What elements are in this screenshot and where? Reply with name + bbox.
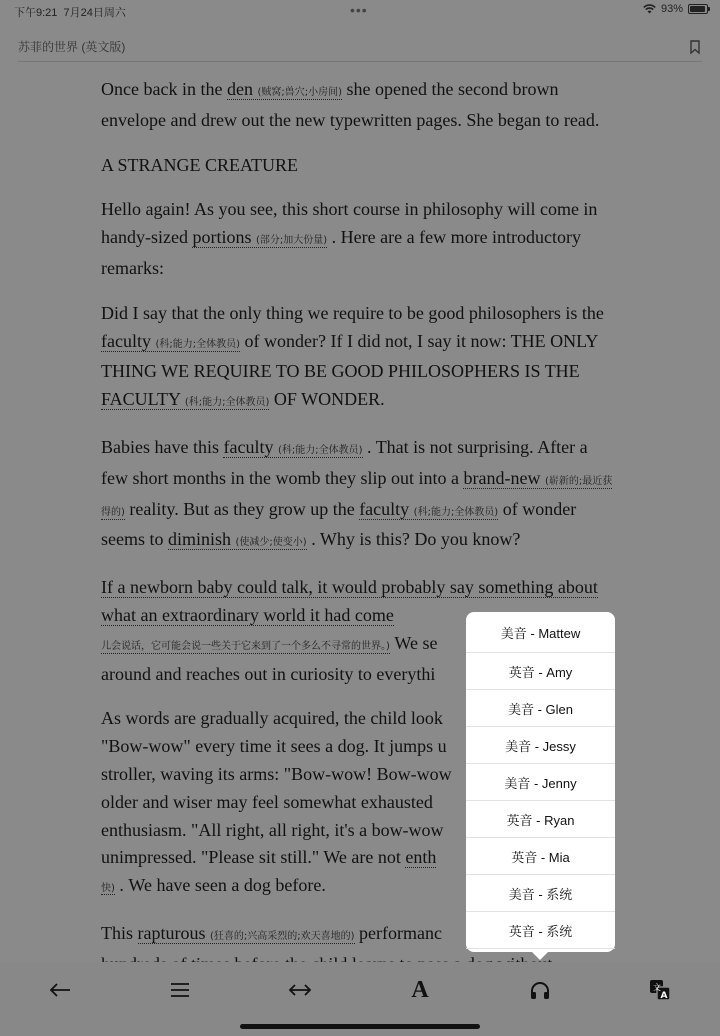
back-arrow-icon[interactable] <box>44 976 76 1004</box>
gloss: (科;能力;全体教员) <box>184 397 270 409</box>
bookmark-icon[interactable] <box>690 40 700 54</box>
gloss: (贼窝;兽穴;小房间) <box>257 87 342 98</box>
status-time: 下午9:21 7月24日周六 <box>14 7 126 19</box>
voice-option[interactable]: 英音 - Mia <box>466 838 615 875</box>
paragraph: This rapturous (狂喜的;兴高采烈的;欢天喜地的) performanc <box>101 922 442 943</box>
voice-menu <box>466 612 615 952</box>
voice-option[interactable]: 美音 - Mattew <box>466 612 615 653</box>
page-width-icon[interactable] <box>284 976 316 1004</box>
battery-icon <box>688 4 708 14</box>
battery-percent: 93% <box>660 3 683 15</box>
glossed-word[interactable]: FACULTY (科;能力;全体教员) <box>101 389 270 410</box>
voice-option[interactable]: 美音 - Jenny <box>466 764 615 801</box>
gloss: (科;能力;全体教员) <box>155 338 241 350</box>
paragraph: If a newborn baby could talk, it would probably say something about what an extraordinary world it had come 儿会说话，它可能会说一些关于它来到了一个多么不寻常的世界。) We se around and reaches out in curiosity to everythi <box>101 577 598 684</box>
glossed-word[interactable]: diminish (使减少;使变小) <box>168 529 307 550</box>
voice-option[interactable]: 英音 - 系统 <box>466 912 615 949</box>
gloss: (使减少;使变小) <box>235 537 307 549</box>
gloss: (科;能力;全体教员) <box>413 506 499 518</box>
status-bar <box>0 0 720 22</box>
glossed-word[interactable]: faculty (科;能力;全体教员) <box>101 330 241 351</box>
glossed-word[interactable]: brand-new (崭新的;最近获得的) <box>101 467 613 518</box>
voice-option[interactable]: 美音 - Jessy <box>466 727 615 764</box>
glossed-word[interactable]: faculty (科;能力;全体教员) <box>223 436 363 457</box>
book-title: 苏菲的世界 (英文版) <box>18 40 126 54</box>
multitasking-dots-icon[interactable]: ••• <box>350 2 368 18</box>
font-icon[interactable]: A <box>411 976 429 1003</box>
wifi-icon <box>643 4 656 14</box>
glossed-word[interactable]: rapturous (狂喜的;兴高采烈的;欢天喜地的) <box>137 922 355 943</box>
paragraph: Hello again! As you see, this short course in philosophy will come in handy-sized portions (部分;加大份量) . Here are a few more introductory remarks: <box>101 199 598 278</box>
status-right <box>643 3 708 15</box>
gloss: (科;能力;全体教员) <box>277 444 363 456</box>
paragraph: Babies have this faculty (科;能力;全体教员) . That is not surprising. After a few short months in the womb they slip out into a brand-new (崭新的;最近获得的) reality. But as they grow up the faculty (科;能力;全体教员) of wonder seems to diminish (使减少;使变小) . Why is this? Do you know? <box>101 436 613 550</box>
gloss: 儿会说话，它可能会说一些关于它来到了一个多么不寻常的世界。) <box>101 640 390 652</box>
headphones-icon[interactable] <box>524 976 556 1004</box>
menu-arrow <box>532 952 548 960</box>
paragraph: As words are gradually acquired, the child look "Bow-wow" every time it sees a dog. It jumps u stroller, waving its arms: "Bow-wow! Bow-wow older and wiser may feel somewhat exhausted enthusiasm. "All right, all right, it's a bow-wow unimpressed. "Please sit still." We are not enth 快) . We have seen a dog before. <box>101 708 452 896</box>
paragraph: Did I say that the only thing we require to be good philosophers is the faculty (科;能力;全体教员) of wonder? If I did not, I say it now: THE ONLY THING WE REQUIRE TO BE GOOD PHILOSOPHERS IS THE FACULTY (科;能力;全体教员) OF WONDER. <box>101 302 604 410</box>
translate-icon[interactable] <box>644 976 676 1004</box>
voice-option[interactable]: 美音 - Glen <box>466 690 615 727</box>
gloss: (崭新的;最近获得的) <box>101 475 613 518</box>
glossed-word[interactable]: portions (部分;加大份量) <box>192 227 328 248</box>
gloss: (部分;加大份量) <box>255 235 328 247</box>
gloss: 快) <box>101 883 115 895</box>
chapter-heading: A STRANGE CREATURE <box>101 154 299 175</box>
voice-option[interactable]: 英音 - Ryan <box>466 801 615 838</box>
gloss: (狂喜的;兴高采烈的;欢天喜地的) <box>210 930 355 942</box>
svg-text:A: A <box>660 991 668 1001</box>
glossed-sentence[interactable]: If a newborn baby could talk, it would probably say something about what an extraordinary world it had come 儿会说话，它可能会说一些关于它来到了一个多么不寻常的世界。) <box>101 577 598 652</box>
svg-text:文: 文 <box>653 983 661 992</box>
voice-option[interactable]: 英音 - Amy <box>466 653 615 690</box>
paragraph: Once back in the den (贼窝;兽穴;小房间) she opened the second brown envelope and drew out the new typewritten pages. She began to read. <box>101 79 600 130</box>
glossed-word[interactable]: enth <box>405 847 437 868</box>
glossed-word[interactable]: faculty (科;能力;全体教员) <box>359 498 499 519</box>
voice-option[interactable]: 美音 - 系统 <box>466 875 615 912</box>
glossed-word[interactable]: den (贼窝;兽穴;小房间) <box>226 79 342 99</box>
book-header <box>18 38 702 62</box>
bottom-toolbar <box>0 962 720 1036</box>
menu-icon[interactable] <box>164 976 196 1004</box>
home-indicator[interactable] <box>240 1024 480 1029</box>
